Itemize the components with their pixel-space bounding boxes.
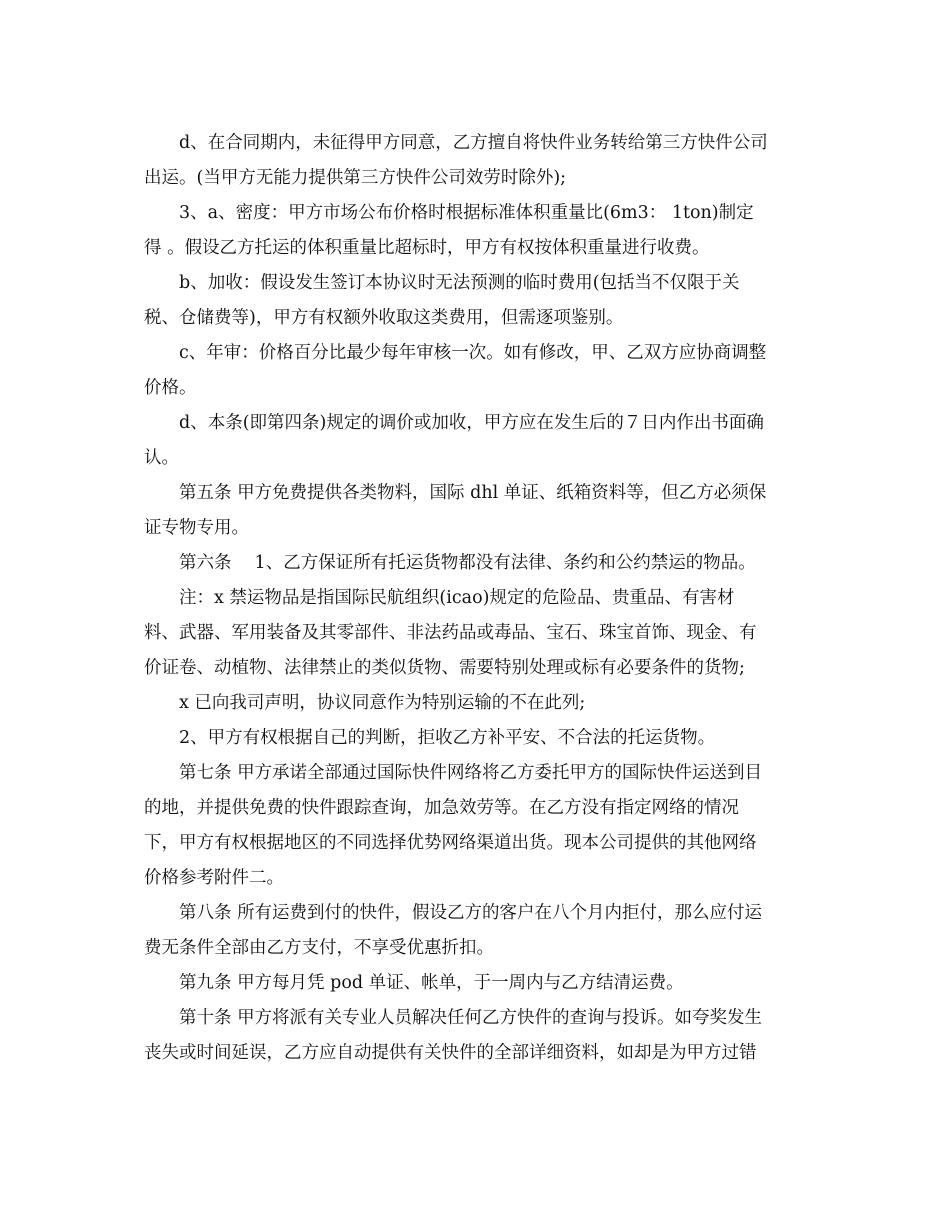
text-line: 税、仓储费等)，甲方有权额外收取这类费用，但需逐项鉴别。 (144, 308, 624, 328)
text-line: 第九条 甲方每月凭 pod 单证、帐单，于一周内与乙方结清运费。 (179, 973, 684, 993)
text-line: x 已向我司声明，协议同意作为特别运输的不在此列; (179, 693, 586, 713)
text-line: b、加收：假设发生签订本协议时无法预测的临时费用(包括当不仅限于关 (179, 273, 740, 293)
text-line: 费无条件全部由乙方支付，不享受优惠折扣。 (144, 938, 494, 958)
text-line: 第六条 1、乙方保证所有托运货物都没有法律、条约和公约禁运的物品。 (179, 553, 756, 573)
text-line: 得 。假设乙方托运的体积重量比超标时，甲方有权按体积重量进行收费。 (144, 238, 710, 258)
text-line: 第十条 甲方将派有关专业人员解决任何乙方快件的查询与投诉。如夸奖发生 (179, 1008, 763, 1028)
text-line: 第五条 甲方免费提供各类物料，国际 dhl 单证、纸箱资料等，但乙方必须保 (179, 483, 767, 503)
text-line: 3、a、密度：甲方市场公布价格时根据标准体积重量比(6m3： 1ton)制定 (179, 203, 754, 223)
text-line: d、本条(即第四条)规定的调价或加收，甲方应在发生后的７日内作出书面确 (179, 413, 764, 433)
text-line: 价格。 (144, 378, 197, 398)
text-line: 第八条 所有运费到付的快件，假设乙方的客户在八个月内拒付，那么应付运 (179, 903, 763, 923)
text-line: 认。 (144, 448, 179, 468)
text-line: d、在合同期内，未征得甲方同意，乙方擅自将快件业务转给第三方快件公司 (179, 133, 768, 153)
text-line: c、年审：价格百分比最少每年审核一次。如有修改，甲、乙双方应协商调整 (179, 343, 767, 363)
text-line: 价证卷、动植物、法律禁止的类似货物、需要特别处理或标有必要条件的货物; (144, 658, 745, 678)
document-body (144, 128, 810, 1073)
text-line: 下，甲方有权根据地区的不同选择优势网络渠道出货。现本公司提供的其他网络 (144, 833, 757, 853)
text-line: 价格参考附件二。 (144, 868, 284, 888)
text-line: 注：x 禁运物品是指国际民航组织(icao)规定的危险品、贵重品、有害材 (179, 588, 735, 608)
text-line: 丧失或时间延误，乙方应自动提供有关快件的全部详细资料，如却是为甲方过错 (144, 1043, 757, 1063)
text-line: 的地，并提供免费的快件跟踪查询，加急效劳等。在乙方没有指定网络的情况 (144, 798, 739, 818)
text-line: 出运。(当甲方无能力提供第三方快件公司效劳时除外); (144, 168, 567, 188)
text-line: 2、甲方有权根据自己的判断，拒收乙方补平安、不合法的托运货物。 (179, 728, 716, 748)
text-line: 第七条 甲方承诺全部通过国际快件网络将乙方委托甲方的国际快件运送到目 (179, 763, 763, 783)
text-line: 证专物专用。 (144, 518, 249, 538)
text-line: 料、武器、军用装备及其零部件、非法药品或毒品、宝石、珠宝首饰、现金、有 (144, 623, 757, 643)
